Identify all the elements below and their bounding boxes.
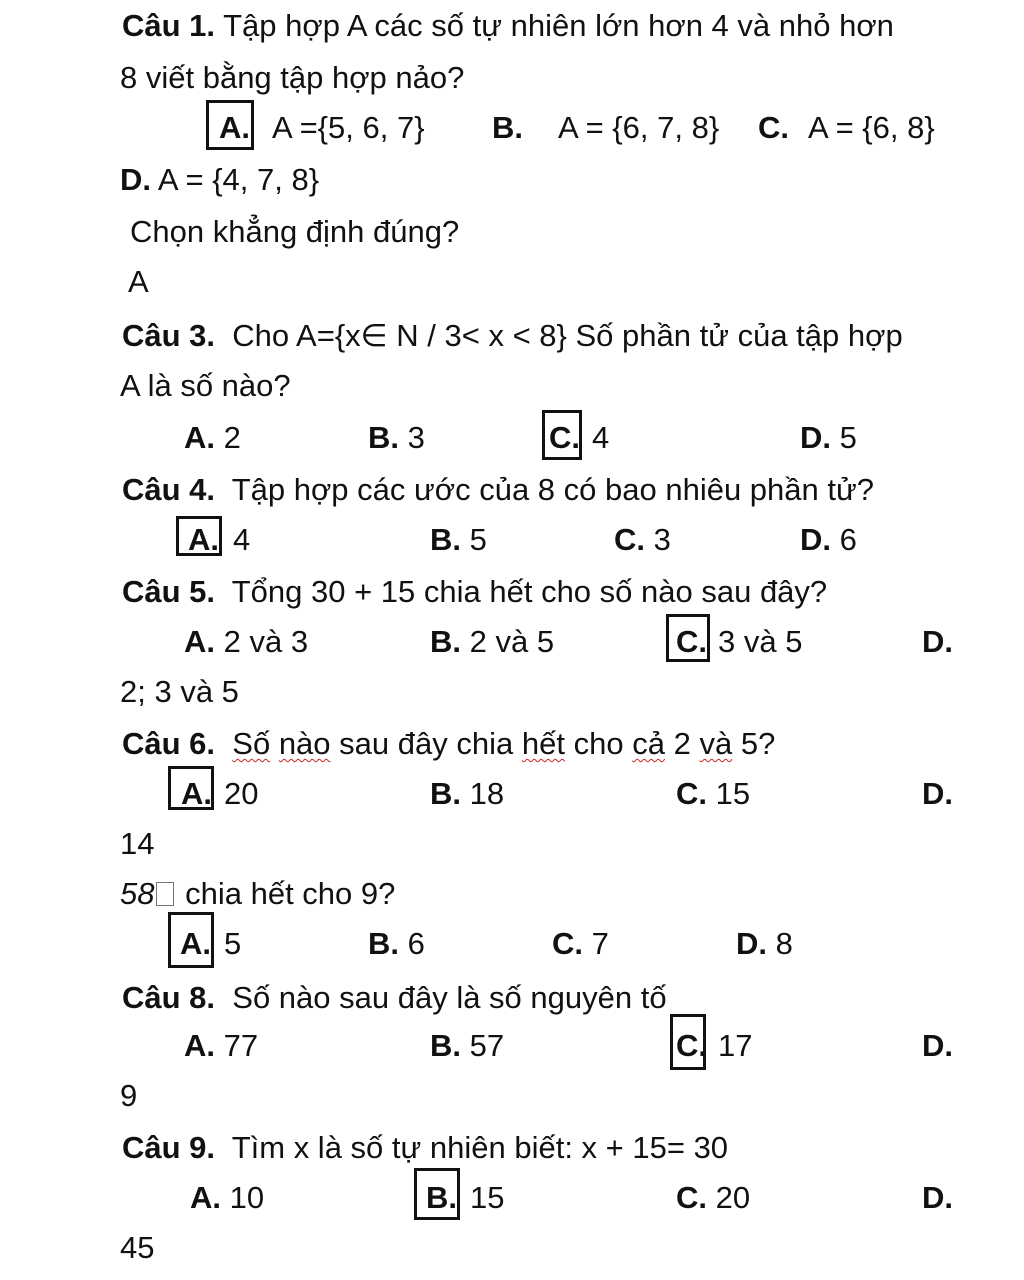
q9-option-b-label: B.	[426, 1180, 457, 1215]
q5-option-b	[430, 624, 554, 660]
q1-option-a-label: A.	[219, 110, 250, 145]
q6-word-9: 5?	[740, 726, 776, 761]
q3-option-d	[800, 420, 857, 456]
q3-option-b-text: 3	[407, 420, 425, 455]
q8-option-b-label: B.	[430, 1028, 461, 1063]
q1-option-d-label: D.	[120, 162, 151, 197]
q5-option-a-text: 2 và 3	[223, 624, 309, 659]
q8-option-a-text: 77	[223, 1028, 259, 1063]
q5-option-b-text: 2 và 5	[469, 624, 555, 659]
q3-option-a-text: 2	[223, 420, 241, 455]
q4-title: Câu 4.	[122, 472, 216, 507]
q8-text: Số nào sau đây là số nguyên tố	[232, 980, 667, 1015]
q5-option-c-label: C.	[676, 624, 707, 659]
q7-number-prefix: 58	[120, 876, 155, 911]
q6-word-8: và	[699, 726, 733, 761]
q7-line	[120, 876, 395, 912]
q8-option-b	[430, 1028, 504, 1064]
q3-option-d-label: D.	[800, 420, 831, 455]
q5-line	[122, 574, 827, 610]
q6-word-3: sau đây chia	[339, 726, 514, 761]
q9-line	[122, 1130, 728, 1166]
q9-option-b-text: 15	[470, 1180, 505, 1215]
q8-title: Câu 8.	[122, 980, 216, 1015]
q7-option-c-label: C.	[552, 926, 583, 961]
q8-line	[122, 980, 667, 1016]
q8-option-a	[184, 1028, 258, 1064]
q6-option-a-label: A.	[181, 776, 212, 811]
q5-option-a-label: A.	[184, 624, 215, 659]
q7-option-d	[736, 926, 793, 962]
missing-digit-box	[156, 882, 174, 906]
q9-option-c-label: C.	[676, 1180, 707, 1215]
q7-option-b	[368, 926, 425, 962]
q4-option-c	[614, 522, 671, 558]
q9-option-d-label: D.	[922, 1180, 953, 1215]
q5-title: Câu 5.	[122, 574, 216, 609]
q3-line1	[122, 318, 903, 354]
q1-option-d-text: A = {4, 7, 8}	[157, 162, 320, 197]
q3-option-c-text: 4	[592, 420, 610, 455]
q6-word-1: Số	[232, 726, 271, 761]
q7-option-d-text: 8	[775, 926, 793, 961]
q6-option-d-text: 14	[120, 826, 155, 861]
q6-word-7: 2	[673, 726, 691, 761]
q1-text-line1: Tập hợp A các số tự nhiên lớn hơn 4 và nhỏ hơn	[223, 8, 894, 43]
q3-title: Câu 3.	[122, 318, 216, 353]
q4-option-b-text: 5	[469, 522, 487, 557]
q5-option-d-text: 2; 3 và 5	[120, 674, 239, 709]
q6-option-b-text: 18	[469, 776, 505, 811]
q6-word-4: hết	[521, 726, 565, 761]
q6-line	[122, 726, 775, 762]
q4-line	[122, 472, 874, 508]
q1-option-d	[120, 162, 319, 198]
q6-option-a-text: 20	[224, 776, 259, 811]
q8-option-d-label: D.	[922, 1028, 953, 1063]
q5-text: Tổng 30 + 15 chia hết cho số nào sau đây?	[231, 574, 828, 609]
q8-option-c-label: C.	[676, 1028, 707, 1063]
q3-text-line1: Cho A={x∈ N / 3< x < 8} Số phần tử của tập hợp	[232, 318, 903, 353]
q1-line1	[122, 8, 894, 44]
q4-text: Tập hợp các ước của 8 có bao nhiêu phần tử?	[231, 472, 874, 507]
q7-option-a-text: 5	[224, 926, 242, 961]
q1-option-a-text: A ={5, 6, 7}	[272, 110, 425, 145]
q3-option-d-text: 5	[839, 420, 857, 455]
q9-option-a-label: A.	[190, 1180, 221, 1215]
q6-word-2: nào	[278, 726, 331, 761]
q2-text: Chọn khẳng định đúng?	[130, 214, 460, 249]
q9-option-a	[190, 1180, 264, 1216]
q4-option-b	[430, 522, 487, 558]
q6-option-c	[676, 776, 750, 812]
q7-option-a-label: A.	[180, 926, 211, 961]
q4-option-c-label: C.	[614, 522, 645, 557]
q8-option-c-text: 17	[718, 1028, 753, 1063]
q7-text: chia hết cho 9?	[185, 876, 396, 911]
q7-option-b-text: 6	[407, 926, 425, 961]
q4-option-c-text: 3	[653, 522, 671, 557]
q7-option-b-label: B.	[368, 926, 399, 961]
q5-option-a	[184, 624, 308, 660]
q6-option-b-label: B.	[430, 776, 461, 811]
q6-option-d-label: D.	[922, 776, 953, 811]
q4-option-b-label: B.	[430, 522, 461, 557]
q3-option-b-label: B.	[368, 420, 399, 455]
q3-option-a-label: A.	[184, 420, 215, 455]
q3-option-c-label: C.	[549, 420, 580, 455]
q1-option-b-text: A = {6, 7, 8}	[558, 110, 720, 145]
q7-option-d-label: D.	[736, 926, 767, 961]
q3-text-line2: A là số nào?	[120, 368, 291, 403]
q6-word-6: cả	[632, 726, 665, 761]
q6-title: Câu 6.	[122, 726, 216, 761]
q1-option-b-label: B.	[492, 110, 523, 145]
q9-option-c-text: 20	[715, 1180, 751, 1215]
q4-option-d-label: D.	[800, 522, 831, 557]
q5-option-c-text: 3 và 5	[718, 624, 803, 659]
q4-option-d-text: 6	[839, 522, 857, 557]
q8-option-b-text: 57	[469, 1028, 505, 1063]
q6-option-c-text: 15	[715, 776, 751, 811]
q9-option-d-text: 45	[120, 1230, 155, 1265]
q4-option-a-label: A.	[188, 522, 219, 557]
q4-option-d	[800, 522, 857, 558]
q9-text: Tìm x là số tự nhiên biết: x + 15= 30	[231, 1130, 729, 1165]
q8-option-d-text: 9	[120, 1078, 138, 1113]
q7-option-c-text: 7	[591, 926, 609, 961]
q4-option-a-text: 4	[233, 522, 251, 557]
q9-option-a-text: 10	[229, 1180, 265, 1215]
q6-option-b	[430, 776, 504, 812]
q3-option-a	[184, 420, 241, 456]
q1-title: Câu 1.	[122, 8, 216, 43]
q1-option-c-label: C.	[758, 110, 789, 145]
q5-option-d-label: D.	[922, 624, 953, 659]
q6-option-c-label: C.	[676, 776, 707, 811]
q3-option-b	[368, 420, 425, 456]
q8-option-a-label: A.	[184, 1028, 215, 1063]
q9-option-c	[676, 1180, 750, 1216]
q5-option-b-label: B.	[430, 624, 461, 659]
q1-text-line2: 8 viết bằng tập hợp nảo?	[120, 60, 465, 95]
q9-title: Câu 9.	[122, 1130, 216, 1165]
q6-word-5: cho	[573, 726, 624, 761]
q1-option-c-text: A = {6, 8}	[808, 110, 935, 145]
q7-option-c	[552, 926, 609, 962]
q2-answer: A	[128, 264, 149, 299]
